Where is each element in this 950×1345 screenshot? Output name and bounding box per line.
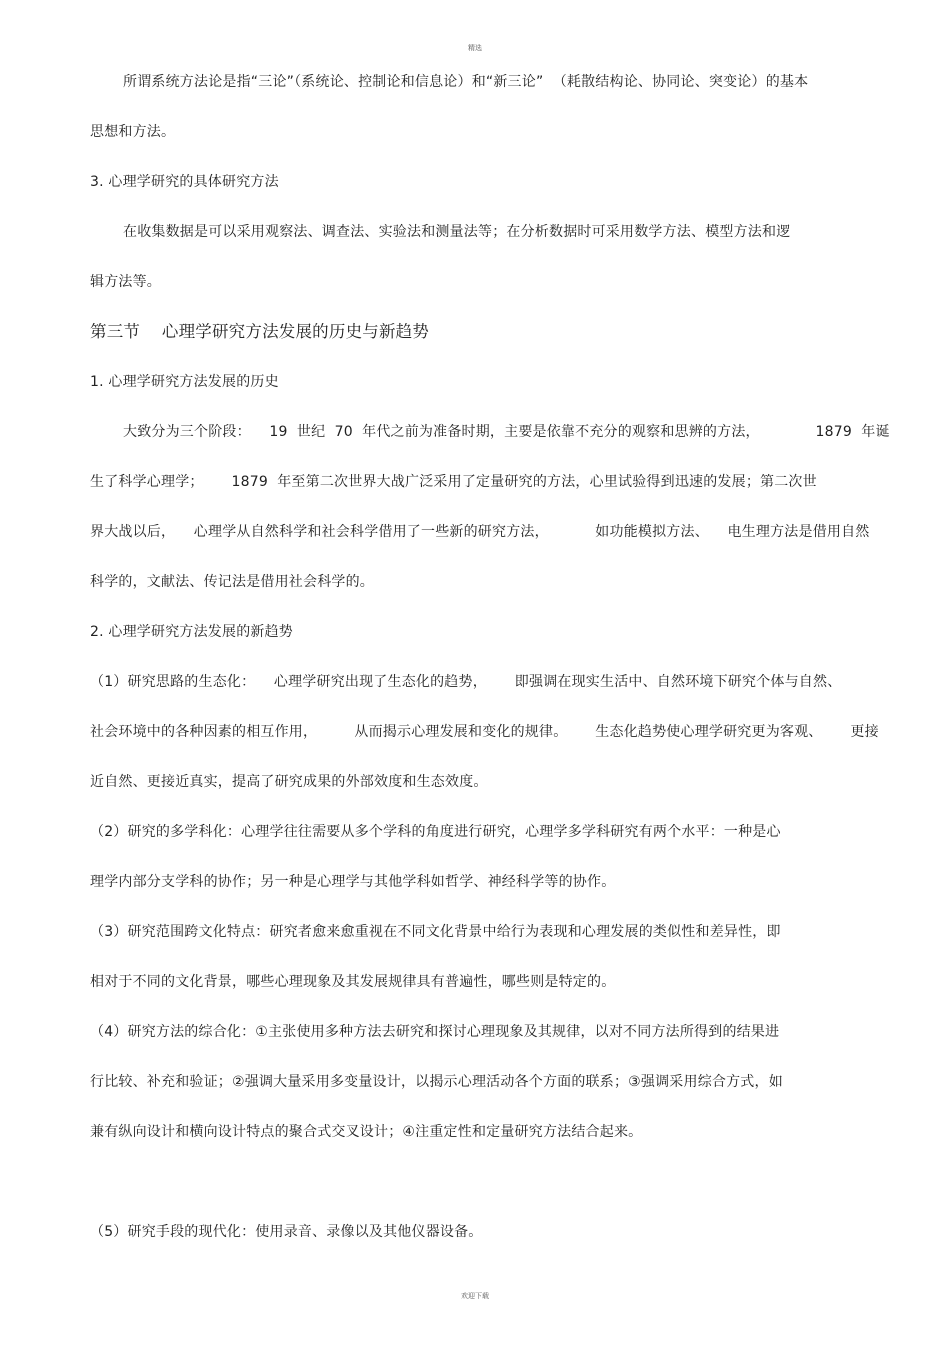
paragraph-line: 大致分为三个阶段： 19 世纪 70 年代之前为准备时期，主要是依靠不充分的观察和思辨的方法， 1879 年诞 (123, 424, 890, 440)
section-heading: 3. 心理学研究的具体研究方法 (90, 174, 279, 190)
paragraph-line: 相对于不同的文化背景，哪些心理现象及其发展规律具有普遍性，哪些则是特定的。 (90, 974, 616, 990)
paragraph-line: 界大战以后， 心理学从自然科学和社会科学借用了一些新的研究方法， 如功能模拟方法、 电生理方法是借用自然 (90, 524, 870, 540)
paragraph-line: （1）研究思路的生态化： 心理学研究出现了生态化的趋势， 即强调在现实生活中、自然环境下研究个体与自然、 (90, 674, 842, 690)
paragraph-line: 兼有纵向设计和横向设计特点的聚合式交叉设计；④注重定性和定量研究方法结合起来。 (90, 1124, 643, 1140)
paragraph-line: 在收集数据是可以采用观察法、调查法、实验法和测量法等；在分析数据时可采用数学方法、模型方法和逻 (123, 224, 791, 240)
paragraph-line: （5）研究手段的现代化：使用录音、录像以及其他仪器设备。 (90, 1224, 483, 1240)
paragraph-line: （3）研究范围跨文化特点：研究者愈来愈重视在不同文化背景中给行为表现和心理发展的类似性和差异性，即 (90, 924, 781, 940)
section-heading: 1. 心理学研究方法发展的历史 (90, 374, 279, 390)
paragraph-line: （4）研究方法的综合化：①主张使用多种方法去研究和探讨心理现象及其规律，以对不同方法所得到的结果进 (90, 1024, 780, 1040)
paragraph-line: 科学的，文献法、传记法是借用社会科学的。 (90, 574, 374, 590)
paragraph-line: 近自然、更接近真实，提高了研究成果的外部效度和生态效度。 (90, 774, 488, 790)
paragraph-line: 社会环境中的各种因素的相互作用， 从而揭示心理发展和变化的规律。 生态化趋势使心理学研究更为客观、 更接 (90, 724, 879, 740)
page-footer: 欢迎下载 (461, 1292, 489, 1300)
section-heading: 2. 心理学研究方法发展的新趋势 (90, 624, 294, 640)
paragraph-line: 辑方法等。 (90, 274, 161, 290)
paragraph-line: 所谓系统方法论是指“三论”（系统论、控制论和信息论）和“新三论” （耗散结构论、协同论、突变论）的基本 (123, 74, 809, 90)
paragraph-line: （2）研究的多学科化：心理学往往需要从多个学科的角度进行研究，心理学多学科研究有两个水平：一种是心 (90, 824, 781, 840)
chapter-heading: 第三节 心理学研究方法发展的历史与新趋势 (90, 322, 430, 341)
paragraph-line: 理学内部分支学科的协作；另一种是心理学与其他学科如哲学、神经科学等的协作。 (90, 874, 616, 890)
page-header: 精选 (468, 44, 482, 52)
paragraph-line: 生了科学心理学； 1879 年至第二次世界大战广泛采用了定量研究的方法，心里试验得到迅速的发展；第二次世 (90, 474, 817, 490)
paragraph-line: 行比较、补充和验证；②强调大量采用多变量设计，以揭示心理活动各个方面的联系；③强调采用综合方式，如 (90, 1074, 783, 1090)
paragraph-line: 思想和方法。 (90, 124, 176, 140)
